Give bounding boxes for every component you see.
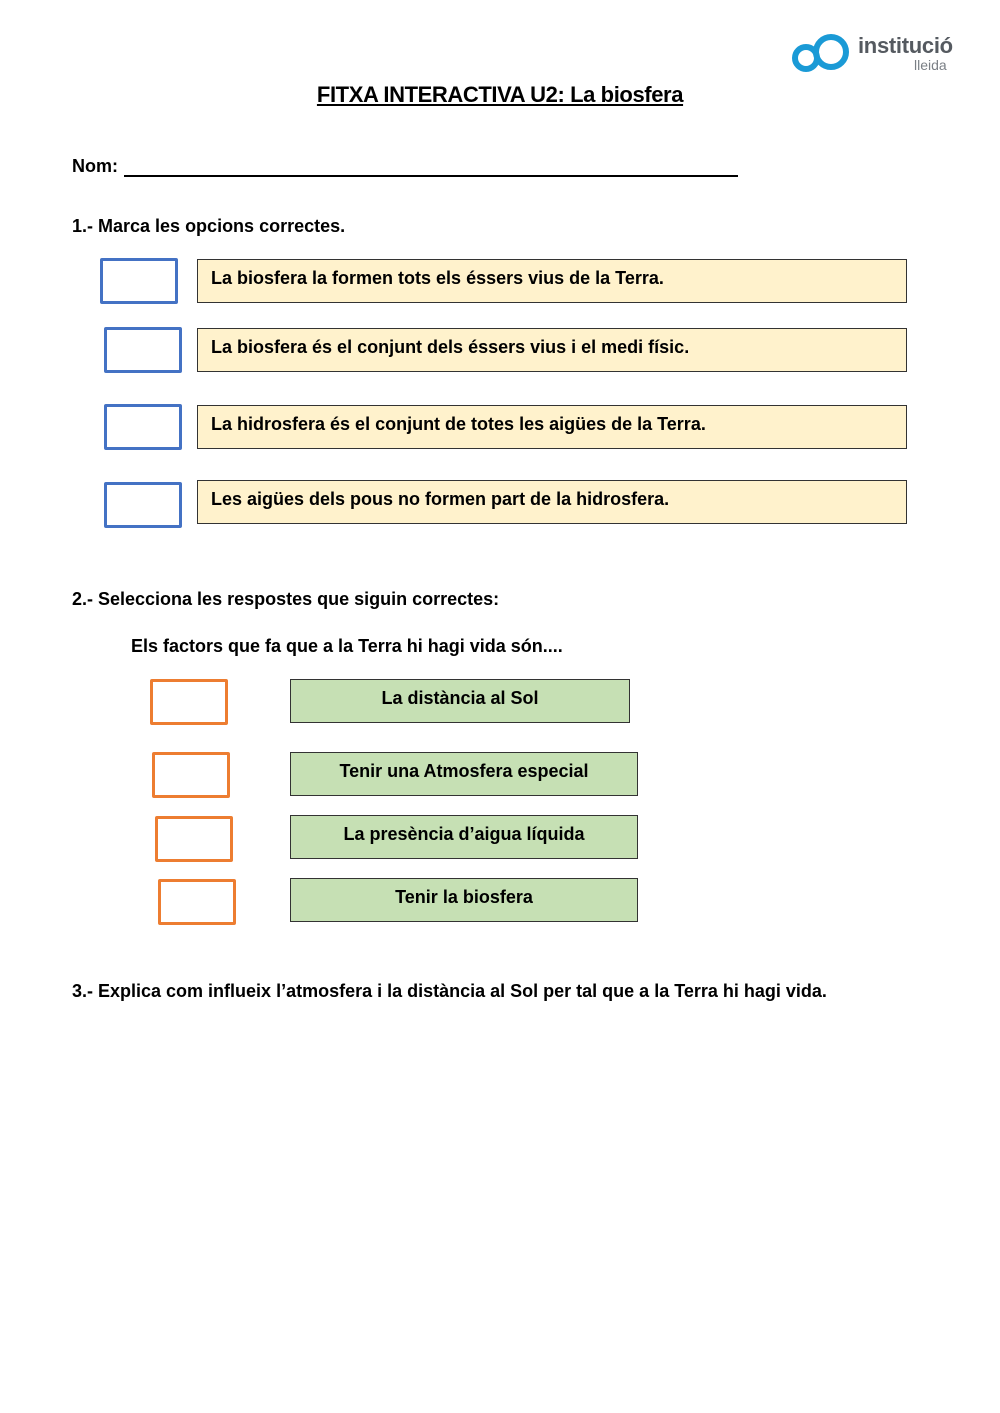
q1-checkbox-2[interactable] [104, 327, 182, 373]
q1-option-4: Les aigües dels pous no formen part de la hidrosfera. [197, 480, 907, 524]
q2-option-1: La distància al Sol [290, 679, 630, 723]
question-2-subprompt: Els factors que fa que a la Terra hi hagi vida són.... [131, 636, 563, 656]
question-1-prompt: 1.- Marca les opcions correctes. [72, 216, 346, 236]
q2-option-2: Tenir una Atmosfera especial [290, 752, 638, 796]
page-title: FITXA INTERACTIVA U2: La biosfera [316, 82, 684, 107]
q2-checkbox-2[interactable] [152, 752, 230, 798]
q2-checkbox-4[interactable] [158, 879, 236, 925]
logo-mark-icon [790, 32, 852, 74]
q1-option-1: La biosfera la formen tots els éssers vius de la Terra. [197, 259, 907, 303]
q1-checkbox-4[interactable] [104, 482, 182, 528]
question-2-prompt: 2.- Selecciona les respostes que siguin correctes: [72, 589, 500, 609]
logo-text-line1: institució [858, 33, 953, 58]
q1-option-3: La hidrosfera és el conjunt de totes les aigües de la Terra. [197, 405, 907, 449]
name-label: Nom: [72, 156, 118, 176]
q2-option-4: Tenir la biosfera [290, 878, 638, 922]
name-row [72, 156, 738, 177]
q2-checkbox-3[interactable] [155, 816, 233, 862]
institucio-lleida-logo [790, 30, 953, 76]
q2-checkbox-1[interactable] [150, 679, 228, 725]
q1-option-2: La biosfera és el conjunt dels éssers vius i el medi físic. [197, 328, 907, 372]
q1-checkbox-3[interactable] [104, 404, 182, 450]
question-3-prompt: 3.- Explica com influeix l’atmosfera i la distància al Sol per tal que a la Terra hi hagi vida. [72, 981, 827, 1001]
q1-checkbox-1[interactable] [100, 258, 178, 304]
q2-option-3: La presència d’aigua líquida [290, 815, 638, 859]
logo-text-line2: lleida [914, 57, 947, 73]
name-input-line[interactable] [124, 157, 738, 177]
